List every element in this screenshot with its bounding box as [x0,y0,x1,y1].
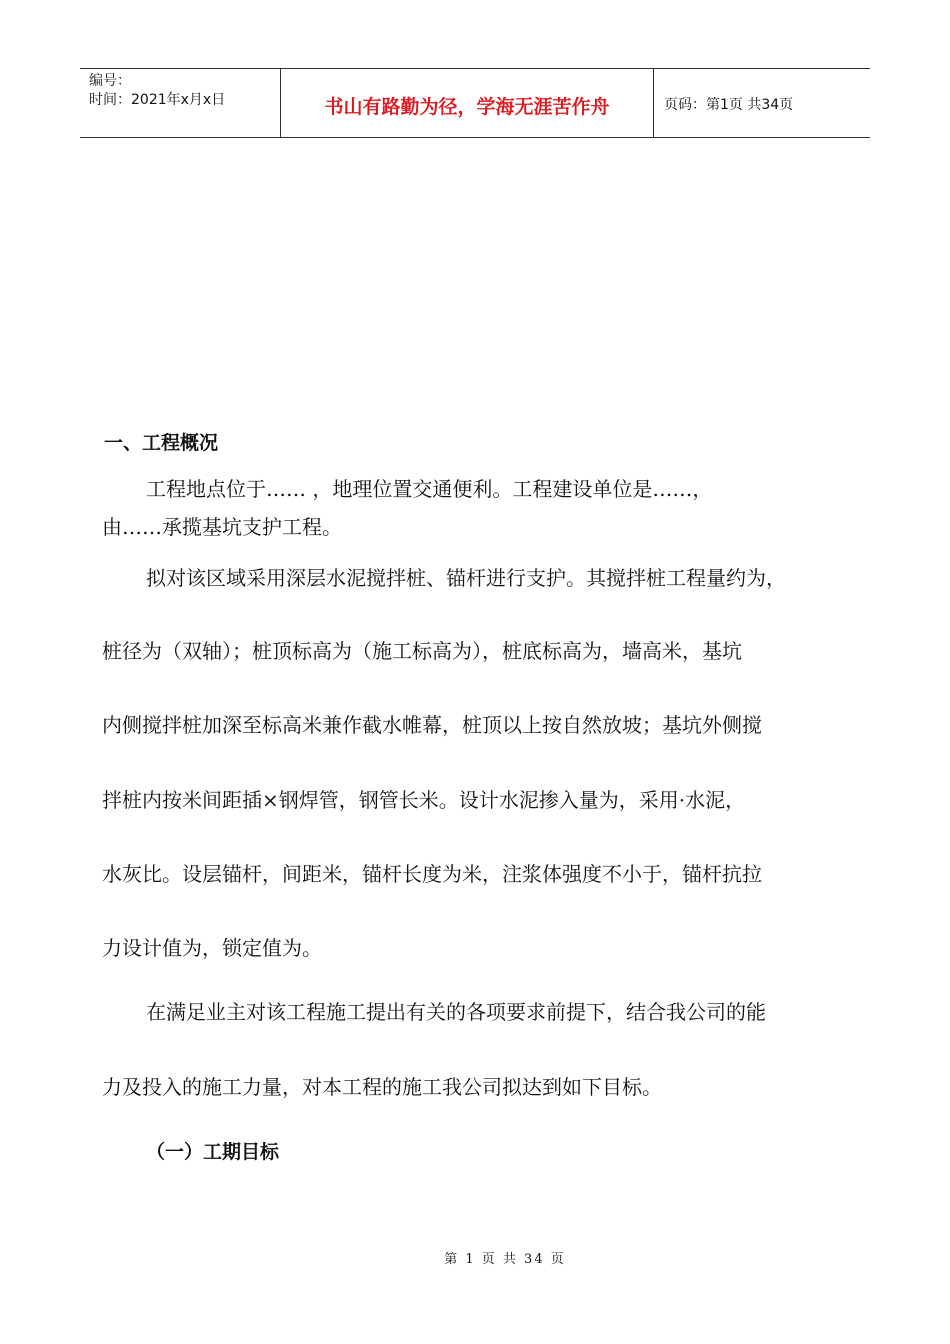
paragraph-line: 力及投入的施工力量，对本工程的施工我公司拟达到如下目标。 [102,1075,662,1099]
header-meta [80,69,281,137]
paragraph-line: 由……承揽基坑支护工程。 [102,515,342,539]
paragraph-line: 拟对该区域采用深层水泥搅拌桩、锚杆进行支护。其搅拌桩工程量约为， [146,566,786,590]
paragraph-line: 力设计值为，锁定值为。 [102,936,322,960]
document-number-label: 编号： [89,73,131,89]
page-header [80,68,870,138]
paragraph-line: 水灰比。设层锚杆，间距米，锚杆长度为米，注浆体强度不小于，锚杆抗拉 [102,862,762,886]
paragraph-line: 拌桩内按米间距插×钢焊管，钢管长米。设计水泥掺入量为，采用·水泥， [102,788,746,812]
subsection-heading: （一）工期目标 [146,1141,280,1163]
paragraph-line: 工程地点位于…… ，地理位置交通便利。工程建设单位是……， [146,477,713,501]
paragraph-line: 内侧搅拌桩加深至标高米兼作截水帷幕，桩顶以上按自然放坡；基坑外侧搅 [102,713,762,737]
paragraph-line: 桩径为（双轴）；桩顶标高为（施工标高为），桩底标高为，墙高米，基坑 [102,639,742,663]
section-heading: 一、工程概况 [104,432,219,454]
paragraph-line: 在满足业主对该工程施工提出有关的各项要求前提下，结合我公司的能 [146,1000,766,1024]
header-motto: 书山有路勤为径，学海无涯苦作舟 [281,69,654,137]
page-footer: 第 1 页 共 34 页 [444,1252,566,1267]
document-date: 时间：2021年x月x日 [89,92,226,108]
header-page-info: 页码：第1页 共34页 [664,97,794,113]
